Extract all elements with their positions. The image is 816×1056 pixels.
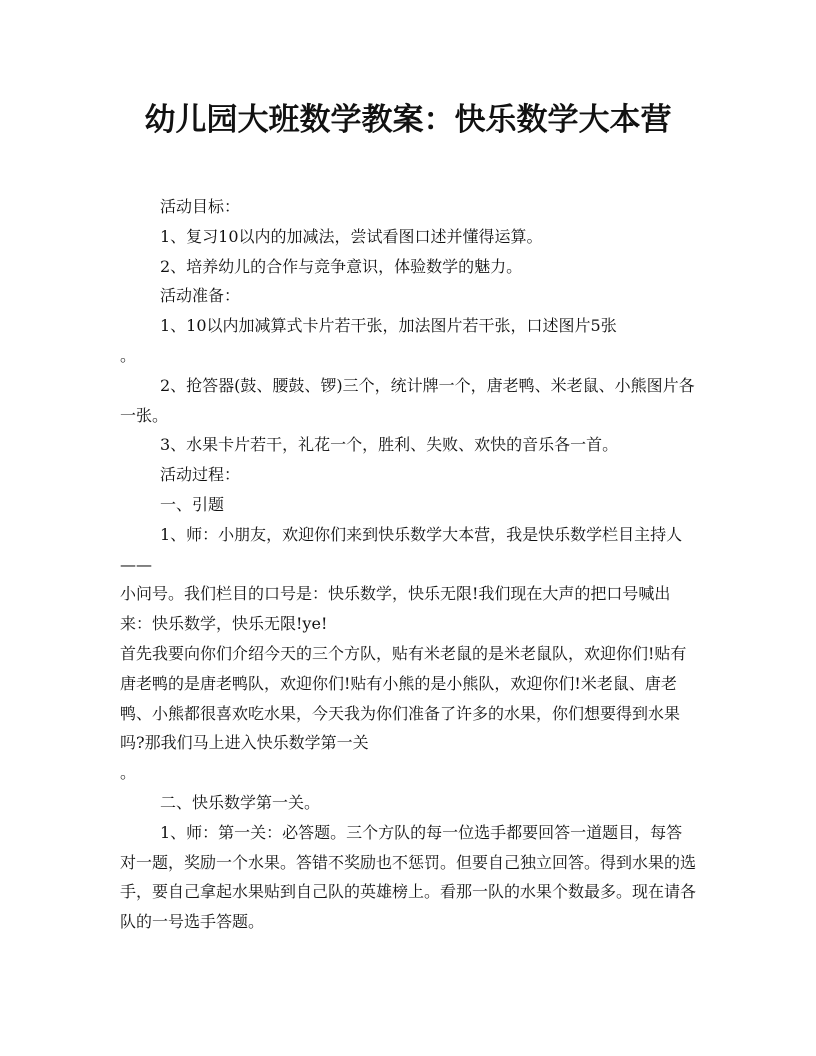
paragraph: 2、培养幼儿的合作与竞争意识，体验数学的魅力。 [160, 256, 523, 276]
paragraph: 小问号。我们栏目的口号是：快乐数学，快乐无限!我们现在大声的把口号喊出来：快乐数学，快乐无限!ye! [120, 584, 671, 634]
paragraph: 一、引题 [160, 494, 225, 514]
paragraph: 1、师：第一关：必答题。三个方队的每一位选手都要回答一道题目，每答对一题，奖励一个水果。答错不奖励也不惩罚。但要自己独立回答。得到水果的选手，要自己拿起水果贴到自己队的英雄榜上。看那一队的水果个数最多。现在请各队的一号选手答题。 [120, 822, 697, 932]
paragraph: 1、10以内加减算式卡片若干张，加法图片若干张，口述图片5张 。 [120, 316, 617, 365]
paragraph: 活动目标： [160, 197, 241, 216]
document-body [120, 192, 696, 937]
document-title: 幼儿园大班数学教案：快乐数学大本营 [144, 102, 672, 138]
paragraph: 活动准备： [160, 286, 241, 306]
paragraph: 1、师：小朋友，欢迎你们来到快乐数学大本营，我是快乐数学栏目主持人—— [120, 524, 683, 574]
paragraph: 2、抢答器(鼓、腰鼓、锣)三个，统计牌一个，唐老鸭、米老鼠、小熊图片各一张。 [120, 375, 695, 425]
paragraph: 3、水果卡片若干，礼花一个，胜利、失败、欢快的音乐各一首。 [160, 435, 619, 455]
paragraph: 首先我要向你们介绍今天的三个方队，贴有米老鼠的是米老鼠队，欢迎你们!贴有唐老鸭的是唐老鸭队，欢迎你们!贴有小熊的是小熊队，欢迎你们!米老鼠、唐老鸭、小熊都很喜欢吃水果，今天我为你们准备了许多的水果，你们想要得到水果吗?那我们马上进入快乐数学第一关 。 [120, 643, 687, 783]
paragraph: 活动过程： [160, 465, 241, 485]
paragraph: 1、复习10以内的加减法，尝试看图口述并懂得运算。 [160, 226, 543, 246]
paragraph: 二、快乐数学第一关。 [160, 792, 321, 812]
